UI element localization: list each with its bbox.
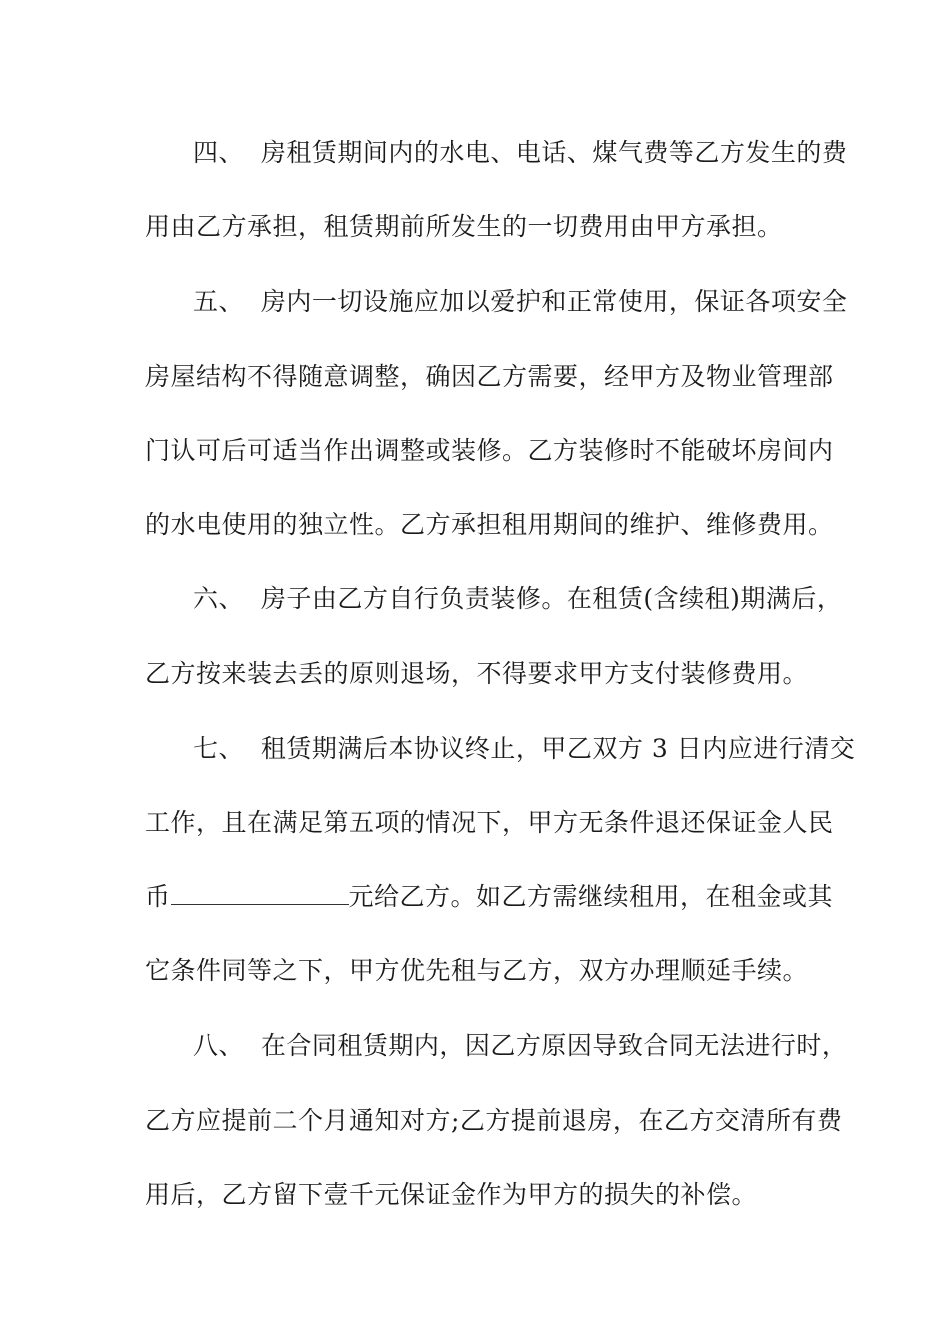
clause-5-line-4: 的水电使用的独立性。乙方承担租用期间的维护、维修费用。	[145, 510, 834, 539]
clause-8-line-2: 乙方应提前二个月通知对方;乙方提前退房，在乙方交清所有费	[145, 1106, 843, 1135]
clause-7-line-3-start: 币	[145, 882, 171, 911]
clause-7-line-3	[145, 877, 833, 917]
clause-5-line-3: 门认可后可适当作出调整或装修。乙方装修时不能破坏房间内	[145, 436, 834, 465]
deposit-amount-blank	[171, 878, 349, 905]
clause-6-line-1: 六、 房子由乙方自行负责装修。在租赁(含续租)期满后，	[193, 584, 843, 613]
clause-7-line-4: 它条件同等之下，甲方优先租与乙方，双方办理顺延手续。	[145, 956, 809, 985]
clause-8-line-1: 八、 在合同租赁期内，因乙方原因导致合同无法进行时，	[193, 1031, 848, 1060]
clause-5-line-2: 房屋结构不得随意调整，确因乙方需要，经甲方及物业管理部	[145, 362, 834, 391]
clause-7-line-1: 七、 租赁期满后本协议终止，甲乙双方 3 日内应进行清交	[193, 734, 856, 763]
clause-7-line-3-end: 元给乙方。如乙方需继续租用，在租金或其	[348, 882, 834, 911]
clause-4-line-2: 用由乙方承担，租赁期前所发生的一切费用由甲方承担。	[145, 212, 783, 241]
clause-5-line-1: 五、 房内一切设施应加以爱护和正常使用，保证各项安全	[193, 287, 848, 316]
clause-8-line-3: 用后，乙方留下壹千元保证金作为甲方的损失的补偿。	[145, 1180, 758, 1209]
clause-7-line-2: 工作，且在满足第五项的情况下，甲方无条件退还保证金人民	[145, 808, 834, 837]
clause-6-line-2: 乙方按来装去丢的原则退场，不得要求甲方支付装修费用。	[145, 659, 809, 688]
clause-4-line-1: 四、 房租赁期间内的水电、电话、煤气费等乙方发生的费	[193, 138, 848, 167]
